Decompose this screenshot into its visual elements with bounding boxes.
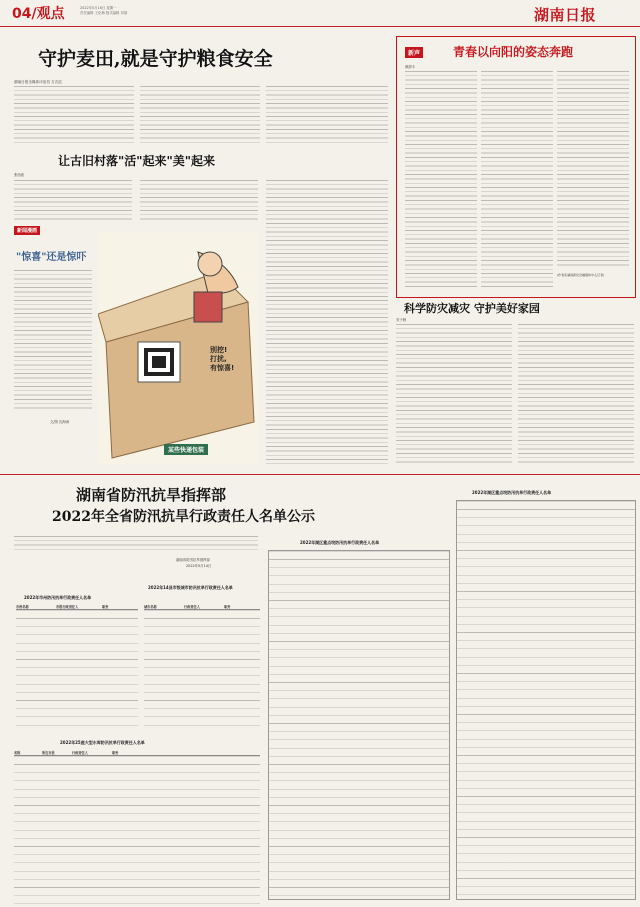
table-e-title: 2022年湖区重点垸防汛抗旱行政责任人名单 xyxy=(472,490,552,495)
cartoon-tag: 新闻漫画 xyxy=(14,226,40,235)
lead-text-col-2 xyxy=(140,86,260,146)
lead-byline: 湖南日报全媒体评论员 万吉辰 xyxy=(14,80,62,84)
table-b-title: 2022年14县市级城市防汛抗旱行政责任人名单 xyxy=(148,585,233,590)
cartoon-title: "惊喜"还是惊吓 xyxy=(16,252,87,263)
article2-text-col-2 xyxy=(140,180,258,220)
column-box xyxy=(396,36,636,298)
cartoon-sign: 某些快递包装 xyxy=(164,444,208,455)
article2-text-col-3 xyxy=(266,180,388,300)
table-c-header-title: 职务 xyxy=(112,751,119,755)
article3-text-col-2 xyxy=(396,324,512,466)
article3-text-col-3 xyxy=(518,324,634,466)
page-header xyxy=(0,0,640,27)
table-b-header-name: 城市名称 xyxy=(144,605,157,609)
table-b xyxy=(144,604,260,730)
article3-text-col-1 xyxy=(266,300,388,466)
table-b-header-title: 职务 xyxy=(224,605,231,609)
table-d xyxy=(268,550,450,900)
editor-line: 责任编辑 王化梅 版式编辑 刘瑞 xyxy=(80,11,128,15)
table-a-header-name: 市州名称 xyxy=(16,605,29,609)
table-a xyxy=(16,604,138,730)
issue-date: 2022年5月16日 星期一 xyxy=(80,6,117,10)
notice-issuer: 湖南省防汛抗旱指挥部 xyxy=(176,558,210,562)
lead-title: 守护麦田,就是守护粮食安全 xyxy=(38,48,273,70)
table-d-title: 2022年湖区重点垸防汛抗旱行政责任人名单 xyxy=(300,540,380,545)
article2-author: 张西波 xyxy=(14,173,25,177)
cartoon-credit: 文/图 沈海涛 xyxy=(50,420,70,424)
column-text-col-3 xyxy=(557,71,629,267)
table-c xyxy=(14,750,260,904)
table-a-header-person: 市级行政责任人 xyxy=(56,605,79,609)
notice-intro-text xyxy=(14,536,258,552)
article2-text-col-1 xyxy=(14,180,132,220)
lead-text-col-1 xyxy=(14,86,134,146)
article2-title: 让古旧村落"活"起来"美"起来 xyxy=(58,154,216,168)
section-number: 04/观点 xyxy=(12,6,65,22)
cartoon-text xyxy=(14,270,92,410)
table-a-header-title: 职务 xyxy=(102,605,109,609)
cartoon-block xyxy=(14,226,260,470)
notice-title-2: 2022年全省防汛抗旱行政责任人名单公示 xyxy=(52,509,315,525)
cartoon-speech: 别挖! 打扰, 有惊喜! xyxy=(210,346,235,372)
lead-text-col-3 xyxy=(266,86,388,146)
notice-title-1: 湖南省防汛抗旱指挥部 xyxy=(76,486,227,504)
table-c-header-name: 名称 xyxy=(14,751,21,755)
article3-author: 安子舸 xyxy=(396,318,407,322)
column-title: 青春以向阳的姿态奔跑 xyxy=(453,45,574,59)
table-e xyxy=(456,500,636,900)
notice-date: 2022年5月14日 xyxy=(186,564,212,568)
section-divider xyxy=(0,474,640,475)
table-c-header-location: 所在市县 xyxy=(42,751,55,755)
table-a-title: 2022年市州防汛抗旱行政责任人名单 xyxy=(24,595,92,600)
column-author: 颜辞丰 xyxy=(405,65,416,69)
table-b-header-person: 行政责任人 xyxy=(184,605,200,609)
column-tag: 新声 xyxy=(405,47,423,58)
article3-title: 科学防灾减灾 守护美好家园 xyxy=(404,302,540,315)
column-text-col-2 xyxy=(481,71,553,287)
newspaper-logo: 湖南日报 xyxy=(534,6,597,24)
table-c-title: 2022年25座大型水库防汛抗旱行政责任人名单 xyxy=(60,740,145,745)
column-text-col-1 xyxy=(405,71,477,287)
column-author-note: (作者系湖南新化县融媒体中心记者) xyxy=(557,273,605,277)
table-c-header-person: 行政责任人 xyxy=(72,751,88,755)
